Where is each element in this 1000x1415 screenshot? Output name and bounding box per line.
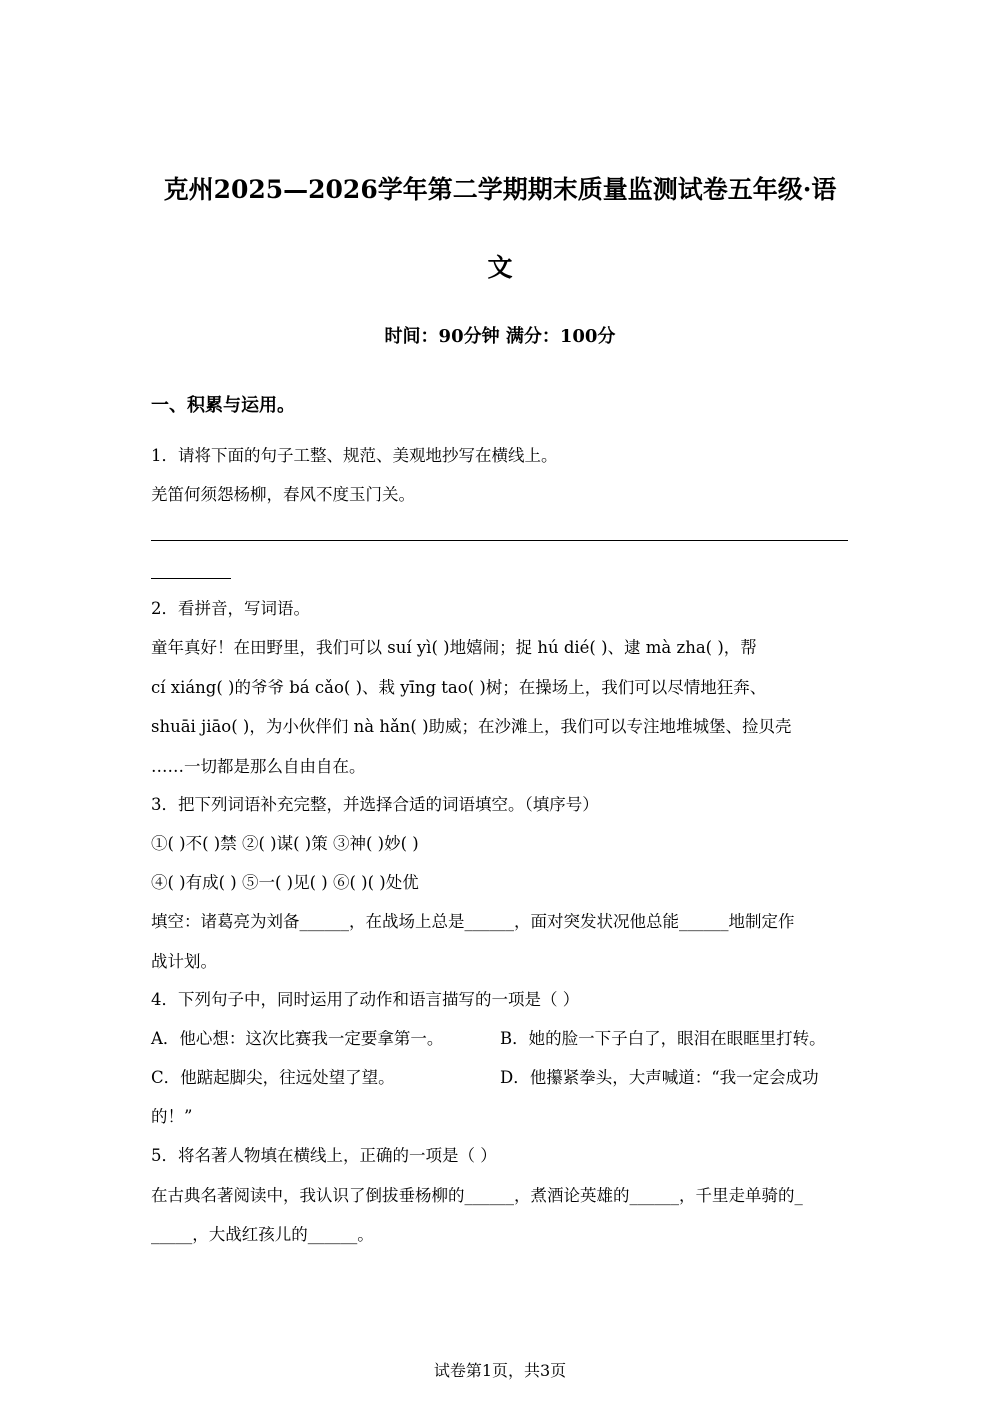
question-2-prompt: 2．看拼音，写词语。 <box>151 599 310 618</box>
question-4-option-b: B．她的脸一下子白了，眼泪在眼眶里打转。 <box>500 1029 826 1048</box>
exam-title-line-2: 文 <box>487 253 513 282</box>
section-heading: 一、积累与运用。 <box>151 395 295 416</box>
question-3-prompt: 3．把下列词语补充完整，并选择合适的词语填空。（填序号） <box>151 795 599 814</box>
question-2-line: 童年真好！在田野里，我们可以 suí yì( )地嬉闹；捉 hú dié( )、逮 mà zha( )，帮 <box>151 638 757 657</box>
question-4-option-d: D．他攥紧拳头，大声喊道：“我一定会成功 <box>500 1068 819 1087</box>
question-5-line-2: _____，大战红孩儿的______。 <box>151 1225 374 1244</box>
question-3-words-row-2: ④( )有成( ) ⑤一( )见( ) ⑥( )( )处优 <box>151 873 419 892</box>
answer-line-continuation <box>151 578 231 579</box>
exam-time-and-score: 时间：90分钟 满分：100分 <box>384 326 616 347</box>
question-3-words-row-1: ①( )不( )禁 ②( )谋( )策 ③神( )妙( ) <box>151 834 419 853</box>
question-2-line: shuāi jiāo( )，为小伙伴们 nà hǎn( )助威；在沙滩上，我们可以专注地堆城堡、捡贝壳 <box>151 717 792 736</box>
question-4-prompt: 4．下列句子中，同时运用了动作和语言描写的一项是（ ） <box>151 990 580 1009</box>
question-4-option-a: A．他心想：这次比赛我一定要拿第一。 <box>151 1029 444 1048</box>
question-2-line: ……一切都是那么自由自在。 <box>151 757 366 776</box>
answer-line <box>151 540 848 541</box>
question-5-line-1: 在古典名著阅读中，我认识了倒拔垂杨柳的______，煮酒论英雄的______，千里走单骑的_ <box>151 1186 803 1205</box>
question-1-sentence: 羌笛何须怨杨柳，春风不度玉门关。 <box>151 485 415 504</box>
page-footer: 试卷第1页，共3页 <box>433 1361 567 1380</box>
question-4-option-d-cont: 的！” <box>151 1107 193 1126</box>
question-3-fill-blank-cont: 战计划。 <box>151 952 217 971</box>
question-5-prompt: 5．将名著人物填在横线上，正确的一项是（ ） <box>151 1146 497 1165</box>
question-3-fill-blank: 填空：诸葛亮为刘备______，在战场上总是______，面对突发状况他总能______地制定作 <box>151 912 795 931</box>
question-4-option-c: C．他踮起脚尖，往远处望了望。 <box>151 1068 395 1087</box>
exam-title-line-1: 克州2025—2026学年第二学期期末质量监测试卷五年级·语 <box>163 175 837 204</box>
question-1-prompt: 1．请将下面的句子工整、规范、美观地抄写在横线上。 <box>151 446 558 465</box>
question-2-line: cí xiáng( )的爷爷 bá cǎo( )、栽 yīng tao( )树；在操场上，我们可以尽情地狂奔、 <box>151 678 767 697</box>
